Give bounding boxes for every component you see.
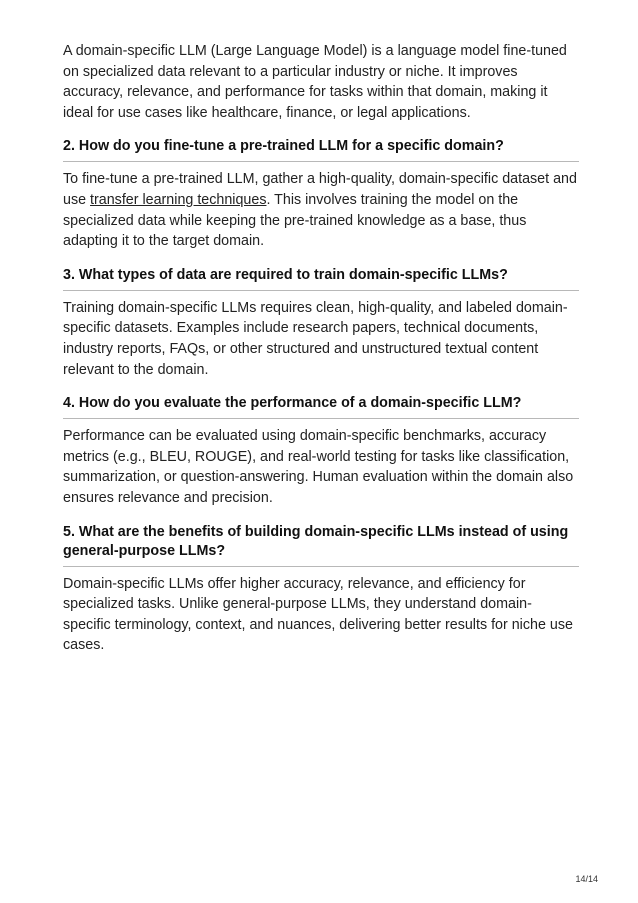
faq-answer: Training domain-specific LLMs requires clean, high-quality, and labeled domain-specific datasets. Examples include research papers, technical documents, industry reports, FAQs, or other structured and unstructured textual content relevant to the domain. — [63, 299, 568, 378]
faq-question: 5. What are the benefits of building domain-specific LLMs instead of using general-purpose LLMs? — [63, 523, 579, 567]
faq-item-5 — [63, 523, 579, 656]
faq-answer — [63, 169, 579, 251]
transfer-learning-link[interactable]: transfer learning techniques — [90, 191, 267, 208]
faq-question: 3. What types of data are required to train domain-specific LLMs? — [63, 266, 579, 291]
faq-question: 4. How do you evaluate the performance of a domain-specific LLM? — [63, 394, 579, 419]
faq-item-3 — [63, 266, 579, 380]
faq-answer: Performance can be evaluated using domain-specific benchmarks, accuracy metrics (e.g., BLEU, ROUGE), and real-world testing for tasks like classification, summarization, or question-answering. Human evaluation within the domain also ensures relevance and precision. — [63, 428, 574, 506]
intro-paragraph: A domain-specific LLM (Large Language Model) is a language model fine-tuned on specialized data relevant to a particular industry or niche. It improves accuracy, relevance, and performance for tasks within that domain, making it ideal for use cases like healthcare, finance, or legal applications. — [63, 43, 567, 121]
document-page — [63, 41, 579, 656]
faq-answer-text: . This involves training the model on the specialized data while keeping the pre-trained knowledge as a base, thus adapting it to the target domain. — [63, 191, 527, 250]
page-number: 14/14 — [575, 874, 598, 884]
faq-answer: Domain-specific LLMs offer higher accuracy, relevance, and efficiency for specialized tasks. Unlike general-purpose LLMs, they understand domain-specific terminology, context, and nuances, delivering better results for niche use cases. — [63, 575, 573, 654]
faq-item-4 — [63, 394, 579, 508]
faq-question: 2. How do you fine-tune a pre-trained LLM for a specific domain? — [63, 137, 579, 162]
faq-answer-text: To fine-tune a pre-trained LLM, gather a high-quality, domain-specific dataset and use — [63, 171, 577, 208]
faq-item-2 — [63, 137, 579, 251]
